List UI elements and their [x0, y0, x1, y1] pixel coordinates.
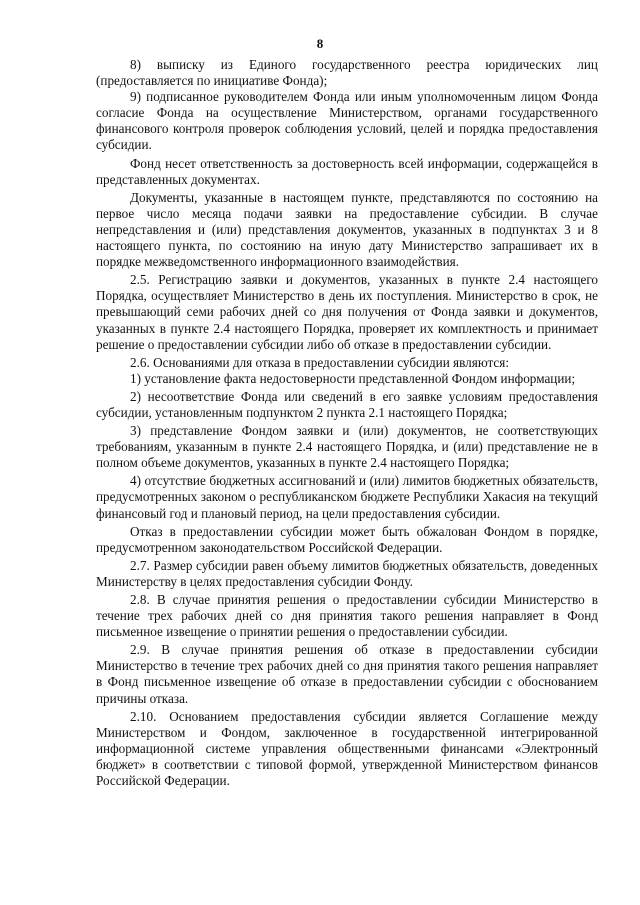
page-number: 8	[316, 36, 324, 51]
item-8-extract-registry: 8) выписку из Единого государственного реестра юридических лиц (предоставляется по инициативе Фонда);	[96, 57, 598, 89]
refusal-reason-1: 1) установление факта недостоверности представленной Фондом информации;	[130, 370, 576, 386]
refusal-reason-3: 3) представление Фондом заявки и (или) документов, не соответствующих требованиям, указанным в пункте 2.4 настоящего Порядка, и (или) представление не в полном объеме документов, указанных в пункте 2.4 настоящего Порядка;	[96, 423, 598, 471]
document-body	[96, 57, 598, 789]
clause-2-7: 2.7. Размер субсидии равен объему лимитов бюджетных обязательств, доведенных Министерству в целях предоставления субсидии Фонду.	[96, 557, 598, 589]
documents-date-paragraph: Документы, указанные в настоящем пункте, представляются по состоянию на первое число месяца подачи заявки на предоставление субсидии. В случае непредставления и (или) представления документов, указанных в подпунктах 3 и 8 настоящего пункта, по состоянию на иную дату Министерство запрашивает их в порядке межведомственного информационного взаимодействия.	[96, 189, 598, 270]
clause-2-6: 2.6. Основаниями для отказа в предоставлении субсидии являются:	[130, 354, 510, 370]
refusal-reason-4: 4) отсутствие бюджетных ассигнований и (или) лимитов бюджетных обязательств, предусмотренных законом о республиканском бюджете Республики Хакасия на текущий финансовый год и плановый период, на цели предоставления субсидии.	[96, 473, 598, 521]
clause-2-10: 2.10. Основанием предоставления субсидии является Соглашение между Министерством и Фондом, заключенное в государственной интегрированной информационной системе управления общественными финансами «Электронный бюджет» в соответствии с типовой формой, утвержденной Министерством финансов Российской Федерации.	[96, 708, 598, 789]
clause-2-5: 2.5. Регистрацию заявки и документов, указанных в пункте 2.4 настоящего Порядка, осуществляет Министерство в день их поступления. Министерство в срок, не превышающий семи рабочих дней со дня получения от Фонда заявки и документов, указанных в пункте 2.4 настоящего Порядка, проверяет их комплектность и принимает решение о предоставлении субсидии либо об отказе в предоставлении субсидии.	[96, 272, 598, 352]
appeal-paragraph: Отказ в предоставлении субсидии может быть обжалован Фондом в порядке, предусмотренном законодательством Российской Федерации.	[96, 523, 598, 555]
clause-2-9: 2.9. В случае принятия решения об отказе в предоставлении субсидии Министерство в течение трех рабочих дней со дня принятия такого решения направляет в Фонд письменное извещение об отказе в предоставлении субсидии с обоснованием причины отказа.	[96, 642, 598, 706]
responsibility-paragraph: Фонд несет ответственность за достоверность всей информации, содержащейся в представленных документах.	[96, 155, 598, 187]
refusal-reason-2: 2) несоответствие Фонда или сведений в его заявке условиям предоставления субсидии, установленным подпунктом 2 пункта 2.1 настоящего Порядка;	[96, 388, 598, 420]
item-9-consent-inspections: 9) подписанное руководителем Фонда или иным уполномоченным лицом Фонда согласие Фонда на осуществление Министерством, органами государственного финансового контроля проверок соблюдения условий, целей и порядка предоставления субсидии.	[96, 89, 598, 153]
clause-2-8: 2.8. В случае принятия решения о предоставлении субсидии Министерство в течение трех рабочих дней со дня принятия такого решения направляет в Фонд письменное извещение о принятии решения о предоставлении субсидии.	[96, 592, 598, 640]
